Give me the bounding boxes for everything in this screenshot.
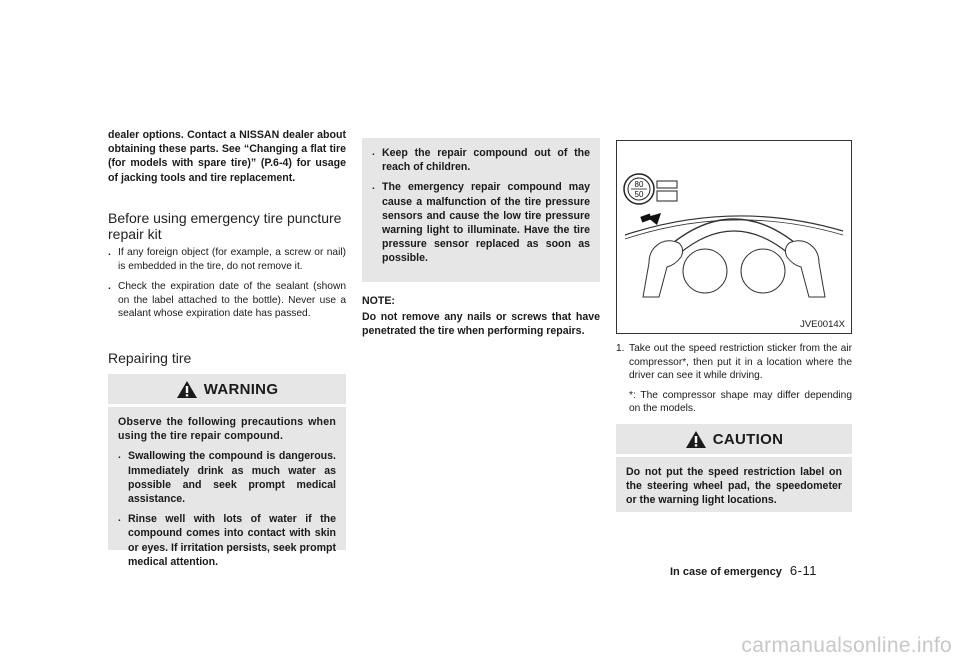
bullet-dot: .	[118, 513, 121, 525]
warning-bullet-text: The emergency repair compound may cause a malfunction of the tire pressure sensors and cause the low tire pressure warning light to illuminate. Have the tire pressure sensor replaced as soon as possible.	[382, 181, 590, 265]
page-footer	[670, 563, 860, 578]
warning-lead: Observe the following precautions when using the tire repair compound.	[118, 416, 336, 443]
footer-section-title: In case of emergency	[670, 566, 782, 578]
footnote	[616, 389, 852, 416]
caution-body	[616, 454, 852, 514]
heading-repairing-tire: Repairing tire	[108, 350, 192, 366]
step-item	[616, 342, 852, 383]
watermark: carmanualsonline.info	[741, 634, 952, 657]
warning-box	[108, 374, 346, 568]
bullet-item	[108, 246, 346, 273]
caution-label: CAUTION	[712, 430, 784, 448]
warning-bullet-text: Rinse well with lots of water if the compound comes into contact with skin or eyes. If irritation persists, seek prompt medical attention.	[128, 513, 336, 568]
footnote-text: *: The compressor shape may differ depending on the models.	[629, 389, 852, 415]
bullet-dot: .	[108, 281, 111, 293]
step-number: 1.	[616, 343, 625, 354]
caution-text: Do not put the speed restriction label on the steering wheel pad, the speedometer or the warning light locations.	[626, 466, 842, 507]
sticker-top-value: 80	[634, 180, 644, 189]
caution-box	[616, 424, 852, 512]
caution-triangle-icon	[685, 430, 707, 449]
warning-box-continued	[362, 138, 600, 282]
caution-header	[616, 424, 852, 454]
warning-bullet	[118, 512, 336, 569]
note-text: Do not remove any nails or screws that have penetrated the tire when performing repairs.	[362, 311, 600, 338]
warning-bullet-text: Keep the repair compound out of the reach of children.	[382, 147, 590, 174]
warning-bullet	[118, 449, 336, 506]
warning-body	[108, 404, 346, 575]
bullet-dot: .	[108, 247, 111, 258]
bullet-dot: .	[372, 147, 375, 158]
heading-before-using: Before using emergency tire puncture repair kit	[108, 210, 342, 242]
warning-triangle-icon	[176, 380, 198, 399]
bullet-text: If any foreign object (for example, a screw or nail) is embedded in the tire, do not remove it.	[118, 247, 346, 272]
warning-bullet	[372, 180, 590, 265]
bullet-text: Check the expiration date of the sealant (shown on the label attached to the bottle). Never use a sealant whose expiration date has passed.	[118, 281, 346, 320]
bullet-dot: .	[118, 450, 121, 462]
warning-header	[108, 374, 346, 404]
warning-bullet	[372, 146, 590, 174]
bullet-dot: .	[372, 181, 375, 193]
bullet-item	[108, 280, 346, 321]
steering-wheel-illustration	[617, 141, 851, 317]
warning-bullet-text: Swallowing the compound is dangerous. Immediately drink as much water as possible and seek prompt medical assistance.	[128, 450, 336, 506]
note-title: NOTE:	[362, 295, 395, 307]
intro-paragraph: dealer options. Contact a NISSAN dealer about obtaining these parts. See “Changing a flat tire (for models with spare tire)” (P.6-4) for usage of jacking tools and tire replacement.	[108, 129, 346, 184]
warning-label: WARNING	[203, 380, 279, 398]
page-number: 6-11	[789, 563, 817, 578]
step-text: Take out the speed restriction sticker from the air compressor*, then put it in a location where the driver can see it while driving.	[629, 343, 852, 382]
dashboard-figure	[616, 140, 852, 334]
sticker-bottom-value: 50	[634, 190, 644, 199]
speed-sticker-icon	[624, 174, 677, 204]
figure-code: JVE0014X	[800, 319, 845, 330]
